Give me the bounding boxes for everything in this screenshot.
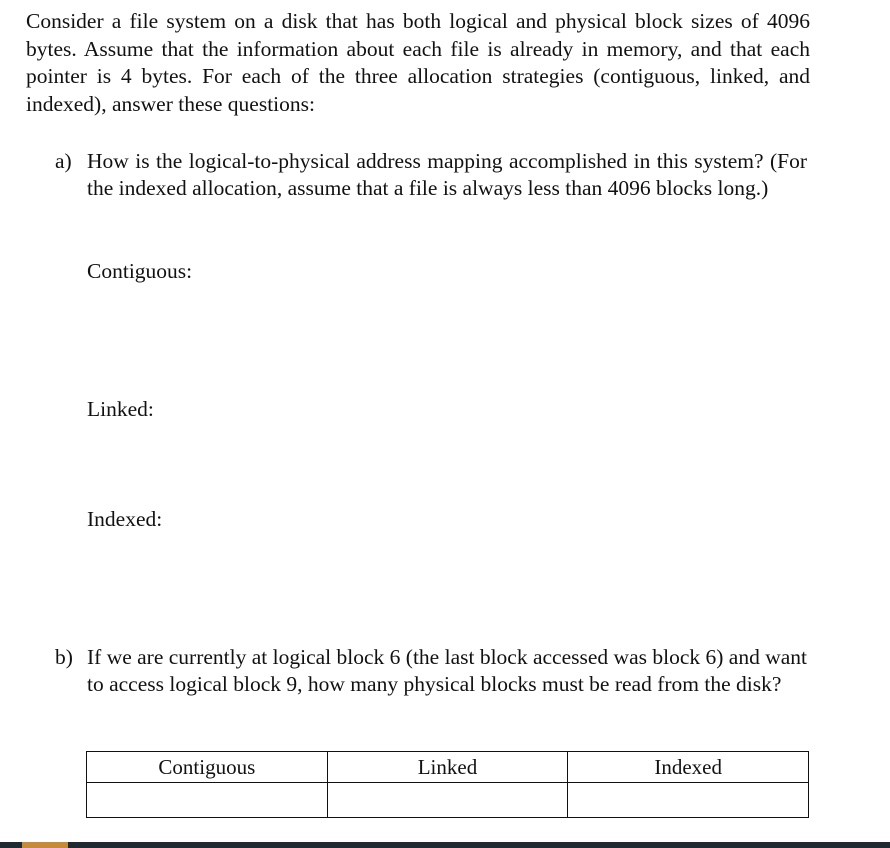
intro-paragraph: Consider a file system on a disk that has both logical and physical block sizes of 4096 bytes. Assume that the information about each file is already in memory, and that each pointer is 4 bytes. For each of the three allocation strategies (contiguous, linked, and indexed), answer these questions: — [26, 9, 810, 116]
answer-cell-linked[interactable] — [327, 783, 568, 818]
header-contiguous: Contiguous — [87, 752, 328, 783]
bottom-border-bar — [0, 842, 890, 848]
header-linked: Linked — [327, 752, 568, 783]
question-a-text: How is the logical-to-physical address mapping accomplished in this system? (For the indexed allocation, assume that a file is always less than 4096 blocks long.) — [87, 149, 807, 200]
answer-cell-contiguous[interactable] — [87, 783, 328, 818]
header-indexed: Indexed — [568, 752, 809, 783]
linked-label: Linked: — [87, 397, 154, 421]
question-b-text: If we are currently at logical block 6 (the last block accessed was block 6) and want to access logical block 9, how many physical blocks must be read from the disk? — [87, 645, 807, 696]
indexed-label: Indexed: — [87, 507, 163, 531]
question-b-label: b) — [55, 645, 73, 669]
answer-table-row — [87, 783, 809, 818]
bottom-accent-mark — [22, 842, 68, 848]
contiguous-label: Contiguous: — [87, 259, 193, 283]
answer-table-header-row — [87, 752, 809, 783]
question-a-label: a) — [55, 149, 72, 173]
answer-cell-indexed[interactable] — [568, 783, 809, 818]
answer-table — [86, 751, 809, 818]
